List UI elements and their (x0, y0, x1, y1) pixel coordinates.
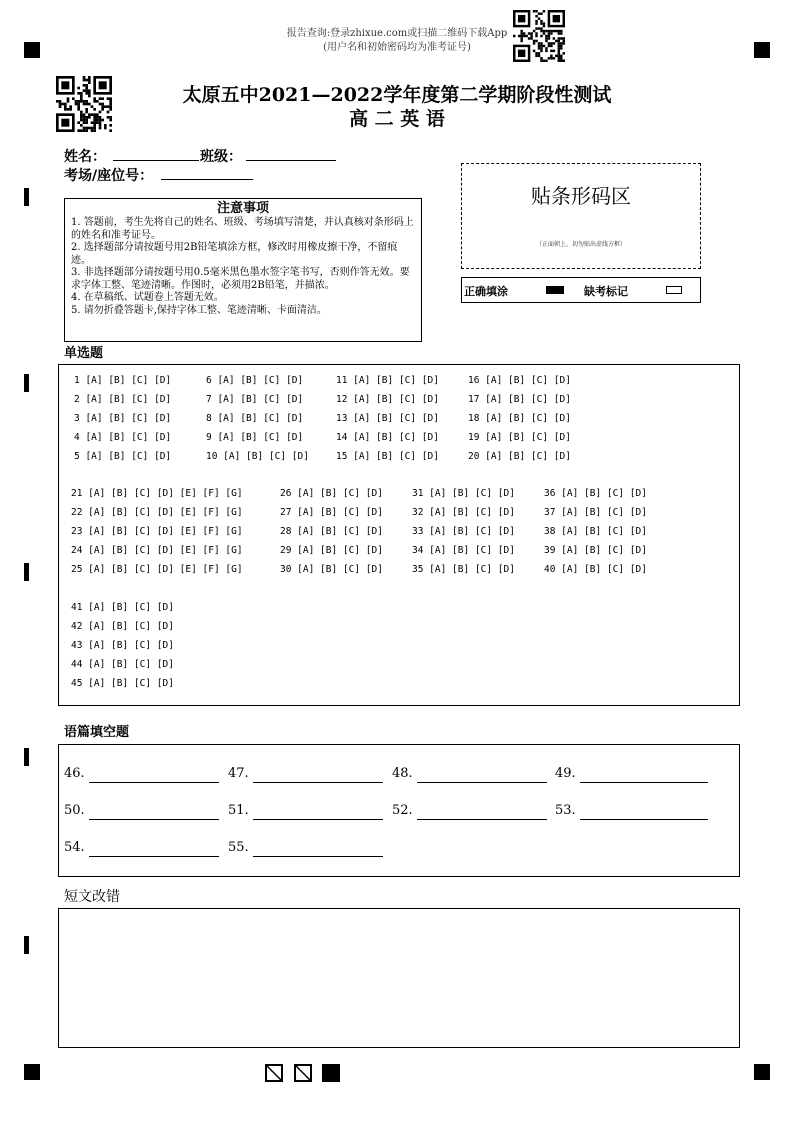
choice-item[interactable]: 40 [A] [B] [C] [D] (544, 564, 647, 575)
choice-item[interactable]: 34 [A] [B] [C] [D] (412, 545, 515, 556)
page-mark-hollow (265, 1064, 283, 1082)
choice-item[interactable]: 24 [A] [B] [C] [D] [E] [F] [G] (71, 545, 243, 556)
correction-answer-area[interactable] (58, 908, 740, 1048)
blank-answer-line[interactable] (417, 782, 547, 783)
report-query-line: 报告查询:登录zhixue.com或扫描二维码下载App (286, 28, 508, 39)
timing-mark (24, 188, 29, 206)
choice-item[interactable]: 27 [A] [B] [C] [D] (280, 507, 383, 518)
blank-number: 46. (64, 766, 85, 781)
choice-item[interactable]: 42 [A] [B] [C] [D] (71, 621, 174, 632)
absent-label: 缺考标记 (584, 285, 628, 298)
choice-item[interactable]: 15 [A] [B] [C] [D] (336, 451, 439, 462)
choice-item[interactable]: 18 [A] [B] [C] [D] (468, 413, 571, 424)
blank-answer-line[interactable] (580, 782, 708, 783)
choice-item[interactable]: 29 [A] [B] [C] [D] (280, 545, 383, 556)
correction-heading: 短文改错 (64, 889, 120, 905)
blank-answer-line[interactable] (253, 856, 383, 857)
choice-item[interactable]: 5 [A] [B] [C] [D] (74, 451, 172, 462)
choice-item[interactable]: 12 [A] [B] [C] [D] (336, 394, 439, 405)
choice-item[interactable]: 20 [A] [B] [C] [D] (468, 451, 571, 462)
choice-item[interactable]: 13 [A] [B] [C] [D] (336, 413, 439, 424)
seat-label: 考场/座位号： (64, 168, 154, 184)
name-label: 姓名： (64, 149, 106, 165)
notice-box (64, 198, 422, 342)
choice-item[interactable]: 33 [A] [B] [C] [D] (412, 526, 515, 537)
choice-item[interactable]: 2 [A] [B] [C] [D] (74, 394, 172, 405)
choice-item[interactable]: 45 [A] [B] [C] [D] (71, 678, 174, 689)
notice-item: 3. 非选择题部分请按题号用0.5毫米黑色墨水签字笔书写，否则作答无效。要求字体工整、笔迹清晰。作图时，必须用2B铅笔，并描浓。 (71, 267, 410, 291)
blank-number: 47. (228, 766, 249, 781)
blank-answer-line[interactable] (253, 782, 383, 783)
choice-item[interactable]: 3 [A] [B] [C] [D] (74, 413, 172, 424)
choice-item[interactable]: 4 [A] [B] [C] [D] (74, 432, 172, 443)
choice-item[interactable]: 9 [A] [B] [C] [D] (206, 432, 304, 443)
notice-item: 2. 选择题部分请按题号用2B铅笔填涂方框，修改时用橡皮擦干净，不留痕迹。 (71, 242, 398, 266)
class-field[interactable] (246, 160, 336, 161)
qr-code-top-right (513, 10, 565, 62)
choice-item[interactable]: 38 [A] [B] [C] [D] (544, 526, 647, 537)
blank-answer-line[interactable] (89, 856, 219, 857)
blank-number: 51. (228, 803, 249, 818)
choice-item[interactable]: 8 [A] [B] [C] [D] (206, 413, 304, 424)
blank-number: 48. (392, 766, 413, 781)
choice-item[interactable]: 16 [A] [B] [C] [D] (468, 375, 571, 386)
blank-number: 55. (228, 840, 249, 855)
choice-item[interactable]: 14 [A] [B] [C] [D] (336, 432, 439, 443)
choice-item[interactable]: 35 [A] [B] [C] [D] (412, 564, 515, 575)
choice-item[interactable]: 10 [A] [B] [C] [D] (206, 451, 309, 462)
single-choice-heading: 单选题 (64, 346, 104, 361)
notice-item: 5. 请勿折叠答题卡,保持字体工整、笔迹清晰、卡面清洁。 (71, 304, 327, 316)
choice-item[interactable]: 22 [A] [B] [C] [D] [E] [F] [G] (71, 507, 243, 518)
page-mark-hollow (294, 1064, 312, 1082)
barcode-area (461, 163, 701, 269)
blank-number: 54. (64, 840, 85, 855)
choice-item[interactable]: 6 [A] [B] [C] [D] (206, 375, 304, 386)
choice-item[interactable]: 7 [A] [B] [C] [D] (206, 394, 304, 405)
cloze-fill-heading: 语篇填空题 (64, 725, 130, 740)
choice-item[interactable]: 1 [A] [B] [C] [D] (74, 375, 172, 386)
timing-mark (24, 748, 29, 766)
blank-answer-line[interactable] (417, 819, 547, 820)
choice-item[interactable]: 37 [A] [B] [C] [D] (544, 507, 647, 518)
timing-mark (24, 936, 29, 954)
timing-mark (24, 563, 29, 581)
blank-number: 53. (555, 803, 576, 818)
choice-item[interactable]: 21 [A] [B] [C] [D] [E] [F] [G] (71, 488, 243, 499)
barcode-title: 贴条形码区 (531, 184, 631, 208)
name-field[interactable] (113, 160, 199, 161)
blank-answer-line[interactable] (253, 819, 383, 820)
correct-fill-label: 正确填涂 (464, 285, 508, 298)
subject-title: 高 二 英 语 (349, 108, 445, 130)
blank-number: 49. (555, 766, 576, 781)
choice-item[interactable]: 31 [A] [B] [C] [D] (412, 488, 515, 499)
blank-number: 50. (64, 803, 85, 818)
timing-mark (24, 374, 29, 392)
choice-item[interactable]: 41 [A] [B] [C] [D] (71, 602, 174, 613)
notice-item: 4. 在草稿纸、试题卷上答题无效。 (71, 292, 224, 303)
choice-item[interactable]: 36 [A] [B] [C] [D] (544, 488, 647, 499)
page-mark-filled (322, 1064, 340, 1082)
choice-item[interactable]: 11 [A] [B] [C] [D] (336, 375, 439, 386)
exam-title: 太原五中2021—2022学年度第二学期阶段性测试 (182, 84, 612, 106)
choice-item[interactable]: 25 [A] [B] [C] [D] [E] [F] [G] (71, 564, 243, 575)
fill-legend (461, 277, 701, 303)
choice-item[interactable]: 32 [A] [B] [C] [D] (412, 507, 515, 518)
corner-mark-bottom-right (754, 1064, 770, 1080)
choice-item[interactable]: 43 [A] [B] [C] [D] (71, 640, 174, 651)
blank-answer-line[interactable] (89, 819, 219, 820)
seat-field[interactable] (161, 179, 253, 180)
choice-item[interactable]: 30 [A] [B] [C] [D] (280, 564, 383, 575)
notice-title: 注意事项 (216, 201, 269, 216)
corner-mark-bottom-left (24, 1064, 40, 1080)
choice-item[interactable]: 39 [A] [B] [C] [D] (544, 545, 647, 556)
choice-item[interactable]: 23 [A] [B] [C] [D] [E] [F] [G] (71, 526, 243, 537)
notice-item: 1. 答题前，考生先将自己的姓名、班级、考场填写清楚，并认真核对条形码上的姓名和准考证号。 (71, 217, 414, 241)
choice-item[interactable]: 17 [A] [B] [C] [D] (468, 394, 571, 405)
barcode-subtitle: （正面朝上，切勿贴出虚线方框） (535, 241, 626, 248)
blank-answer-line[interactable] (89, 782, 219, 783)
choice-item[interactable]: 26 [A] [B] [C] [D] (280, 488, 383, 499)
choice-item[interactable]: 19 [A] [B] [C] [D] (468, 432, 571, 443)
correct-fill-sample (546, 286, 564, 294)
choice-item[interactable]: 44 [A] [B] [C] [D] (71, 659, 174, 670)
blank-answer-line[interactable] (580, 819, 708, 820)
report-query-note: (用户名和初始密码均为准考证号) (323, 42, 471, 53)
class-label: 班级： (200, 149, 242, 165)
blank-number: 52. (392, 803, 413, 818)
absent-checkbox[interactable] (666, 286, 682, 294)
choice-item[interactable]: 28 [A] [B] [C] [D] (280, 526, 383, 537)
